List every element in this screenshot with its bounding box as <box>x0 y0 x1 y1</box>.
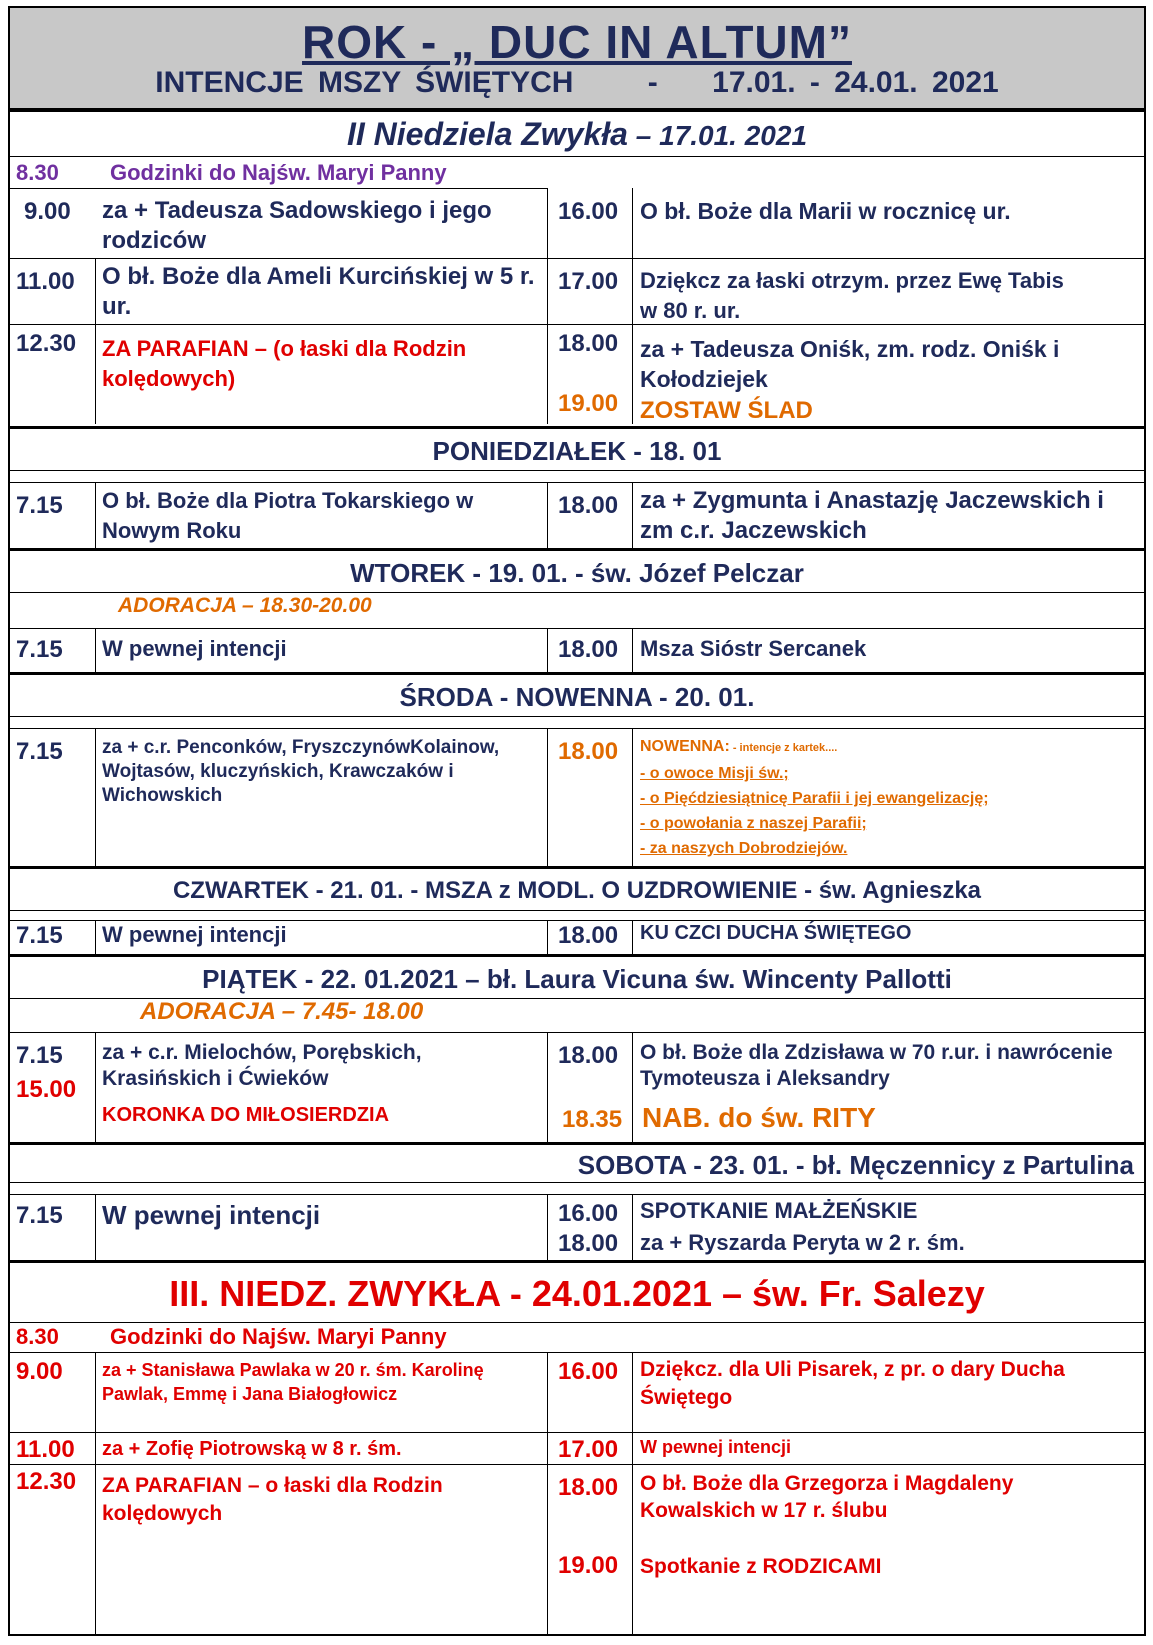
nowenna-subhead: - intencje z kartek.... <box>729 742 838 754</box>
sun1-row1-text2: O bł. Boże dla Marii w rocznicę ur. <box>640 198 1011 224</box>
friday-title-text: PIĄTEK - 22. 01.2021 – bł. Laura Vicuna św. Wincenty Pallotti <box>202 964 952 994</box>
thu-text2: KU CZCI DUCHA ŚWIĘTEGO <box>640 922 912 944</box>
tue-text1: W pewnej intencji <box>102 636 287 661</box>
sun2-time5: 12.30 <box>16 1468 77 1495</box>
wed-time1: 7.15 <box>16 738 63 765</box>
sun1-row3-text1: ZA PARAFIAN – (o łaski dla Rodzin kolędowych) <box>102 336 467 391</box>
tue-time2: 18.00 <box>558 636 619 663</box>
wednesday-title <box>10 672 1144 716</box>
sun2-time4: 17.00 <box>558 1436 619 1463</box>
nowenna-item-2: - o Pięćdziesiątnicę Parafii i jej ewangelizację; <box>640 790 989 807</box>
subtitle-left: INTENCJE MSZY ŚWIĘTYCH <box>155 66 574 99</box>
tuesday-title <box>10 548 1144 592</box>
saturday-title-text: SOBOTA - 23. 01. - bł. Męczennicy z Partulina <box>577 1150 1134 1180</box>
mon-text2: za + Zygmunta i Anastazję Jaczewskich i zm c.r. Jaczewskich <box>640 487 1104 544</box>
thursday-title <box>10 866 1144 910</box>
tuesday-title-text: WTOREK - 19. 01. - św. Józef Pelczar <box>350 558 804 588</box>
sun1-row2-text2: Dziękcz za łaski otrzym. przez Ewę Tabis w 80 r. ur. <box>640 268 1064 323</box>
fri-time2: 18.00 <box>558 1042 619 1069</box>
sun1-row3-time1: 12.30 <box>16 330 77 357</box>
page-subtitle <box>10 66 1144 100</box>
sun1-row3-time2: 18.00 <box>558 330 619 357</box>
fri-text1b: KORONKA DO MIŁOSIERDZIA <box>102 1104 390 1126</box>
sun1-row1-time1: 9.00 <box>24 198 71 225</box>
sun1-row2-time1: 11.00 <box>16 268 75 295</box>
sun1-row3-time3: 19.00 <box>558 390 619 417</box>
sat-time2: 16.00 <box>558 1200 619 1227</box>
mon-time1: 7.15 <box>16 492 63 519</box>
sun2-text7: Spotkanie z RODZICAMI <box>640 1555 882 1578</box>
fri-time3: 18.35 <box>562 1106 623 1133</box>
subtitle-dash: - <box>647 66 658 99</box>
sun2-time7: 19.00 <box>558 1552 619 1579</box>
fri-text2: O bł. Boże dla Zdzisława w 70 r.ur. i nawrócenie Tymoteusza i Aleksandry <box>640 1041 1113 1090</box>
sunday-2-title-text: III. NIEDZ. ZWYKŁA - 24.01.2021 – św. Fr. Salezy <box>169 1273 985 1314</box>
sun2-time6: 18.00 <box>558 1474 619 1501</box>
wed-nowenna <box>640 734 1140 861</box>
thu-text1: W pewnej intencji <box>102 922 287 947</box>
sat-text1: W pewnej intencji <box>102 1200 321 1230</box>
sun2-text1: za + Stanisława Pawlaka w 20 r. śm. Karolinę Pawlak, Emmę i Jana Białogłowicz <box>102 1360 484 1404</box>
thu-time1: 7.15 <box>16 922 63 949</box>
sunday-1-date: – 17.01. 2021 <box>627 120 808 151</box>
nowenna-item-3: - o powołania z naszej Parafii; <box>640 815 867 832</box>
godzinki2-time: 8.30 <box>16 1324 59 1349</box>
sat-text2: SPOTKANIE MAŁŻEŃSKIE <box>640 1198 918 1223</box>
fri-adoracja: ADORACJA – 7.45- 18.00 <box>140 998 424 1025</box>
thursday-title-text: CZWARTEK - 21. 01. - MSZA z MODL. O UZDROWIENIE - św. Agnieszka <box>172 877 982 904</box>
sun2-text3: za + Zofię Piotrowską w 8 r. śm. <box>102 1438 402 1460</box>
sun2-text5: ZA PARAFIAN – o łaski dla Rodzin kolędowych <box>102 1474 443 1525</box>
monday-title-text: PONIEDZIAŁEK - 18. 01 <box>432 436 722 466</box>
subtitle-dates: 17.01. - 24.01. 2021 <box>712 66 999 99</box>
header <box>10 8 1144 112</box>
sat-time1: 7.15 <box>16 1202 63 1229</box>
sun2-text6: O bł. Boże dla Grzegorza i Magdaleny Kowalskich w 17 r. ślubu <box>640 1472 1014 1522</box>
sun1-row3-text2: za + Tadeusza Oniśk, zm. rodz. Oniśk i Kołodziejek <box>640 336 1060 392</box>
monday-title <box>10 426 1144 470</box>
wed-text1: za + c.r. Penconków, FryszczynówKolainow, Wojtasów, kluczyńskich, Krawczaków i Wichowskich <box>102 737 500 806</box>
sunday-1-name: II Niedziela Zwykła <box>346 116 628 152</box>
wednesday-title-text: ŚRODA - NOWENNA - 20. 01. <box>399 682 755 712</box>
nowenna-item-4: - za naszych Dobrodziejów. <box>640 840 848 857</box>
page-title: ROK - „ DUC IN ALTUM” <box>302 16 852 68</box>
sun2-time2: 16.00 <box>558 1358 619 1385</box>
tue-adoracja: ADORACJA – 18.30-20.00 <box>118 594 372 617</box>
sun1-row1-text1: za + Tadeusza Sadowskiego i jego rodziców <box>102 197 492 254</box>
sun2-time1: 9.00 <box>16 1358 63 1385</box>
sun1-row1-time2: 16.00 <box>558 198 619 225</box>
sat-text3: za + Ryszarda Peryta w 2 r. śm. <box>640 1230 965 1255</box>
fri-text1: za + c.r. Mielochów, Porębskich, Krasińskich i Ćwieków <box>102 1041 422 1090</box>
sun1-row2-text1: O bł. Boże dla Ameli Kurcińskiej w 5 r. ur. <box>102 263 535 320</box>
sunday-1-godzinki <box>10 158 1144 188</box>
tue-text2: Msza Sióstr Sercanek <box>640 636 867 661</box>
nowenna-head: NOWENNA: <box>640 738 730 755</box>
schedule-sheet <box>8 6 1146 1636</box>
godzinki-time: 8.30 <box>16 160 59 185</box>
mon-text1: O bł. Boże dla Piotra Tokarskiego w Nowym Roku <box>102 488 474 543</box>
sun2-text2: Dziękcz. dla Uli Pisarek, z pr. o dary Ducha Świętego <box>640 1358 1065 1409</box>
sun2-text4: W pewnej intencji <box>640 1437 792 1457</box>
friday-title <box>10 954 1144 998</box>
thu-time2: 18.00 <box>558 922 619 949</box>
godzinki2-text: Godzinki do Najśw. Maryi Panny <box>110 1324 447 1349</box>
fri-time1: 7.15 <box>16 1042 63 1069</box>
sunday-2-title <box>10 1260 1144 1322</box>
nowenna-item-1: - o owoce Misji św.; <box>640 765 789 782</box>
sun2-time3: 11.00 <box>16 1436 75 1463</box>
sunday-2-godzinki <box>10 1322 1144 1352</box>
fri-time1b: 15.00 <box>16 1076 77 1103</box>
wed-time2: 18.00 <box>558 738 619 765</box>
sunday-1-title <box>10 108 1144 156</box>
sun1-row3-text3: ZOSTAW ŚLAD <box>640 397 813 424</box>
sun1-row2-time2: 17.00 <box>558 268 619 295</box>
godzinki-text: Godzinki do Najśw. Maryi Panny <box>110 160 447 185</box>
mon-time2: 18.00 <box>558 492 619 519</box>
sat-time3: 18.00 <box>558 1230 619 1257</box>
tue-time1: 7.15 <box>16 636 63 663</box>
fri-text3: NAB. do św. RITY <box>642 1102 876 1133</box>
saturday-title <box>10 1142 1144 1182</box>
